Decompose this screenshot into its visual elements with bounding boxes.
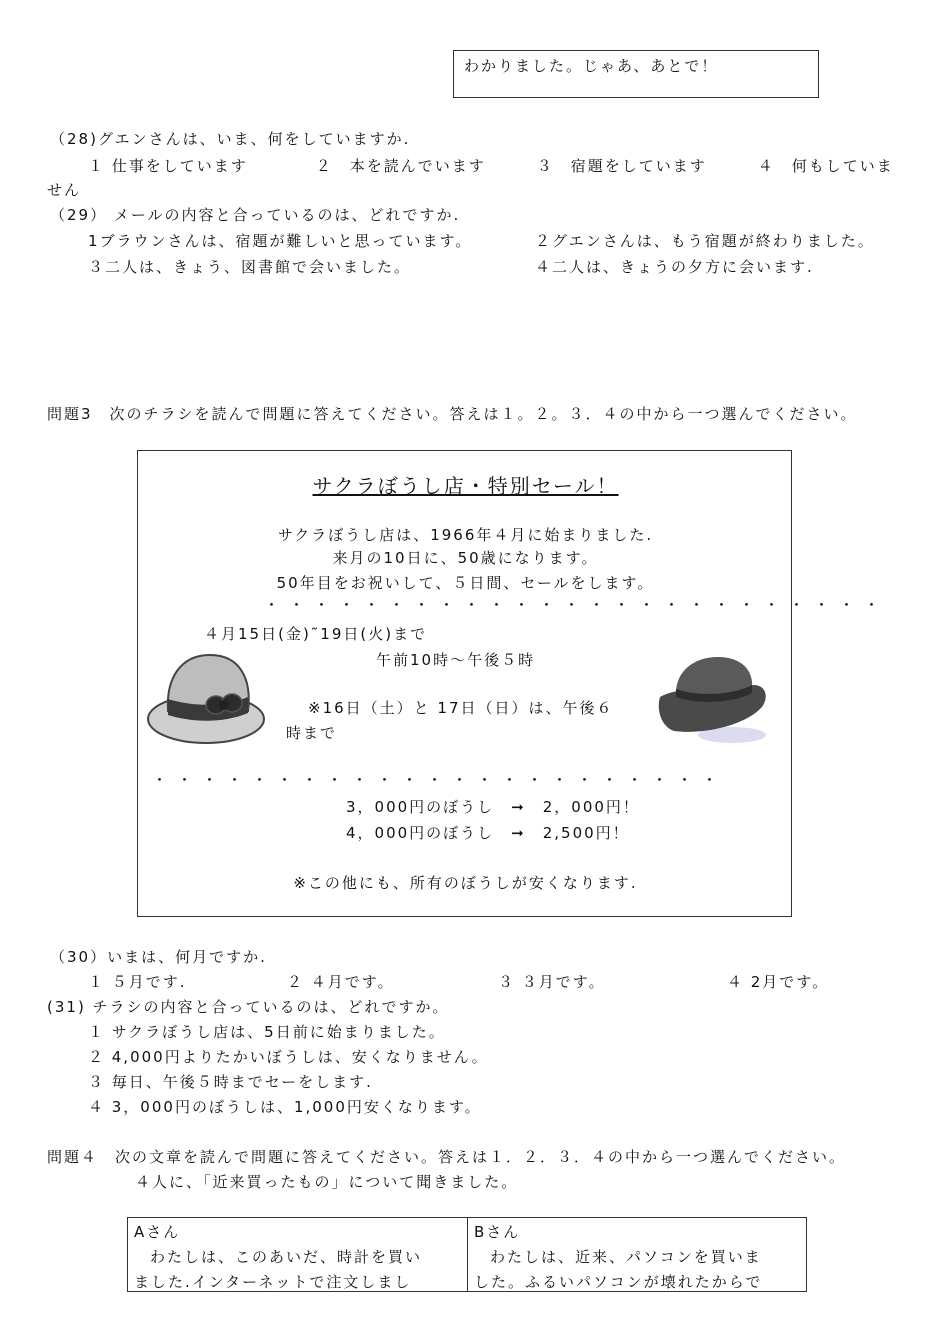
- q31-option-4: ４ 3，000円のぼうしは、1,000円安くなります。: [88, 1098, 482, 1116]
- q30-option-3: ３ ３月です。: [498, 973, 606, 991]
- sale-flyer: [137, 450, 890, 917]
- responses-table: [127, 1217, 807, 1292]
- q31-option-2: ２ 4,000円よりたかいぼうしは、安くなりません。: [88, 1048, 489, 1066]
- flyer-note-2: 時まで: [286, 724, 338, 742]
- flyer-title: サクラぼうし店・特別セール！: [312, 474, 619, 498]
- light-hat-with-bow-icon: [144, 649, 272, 749]
- mondai4-instruction: 問題４ 次の文章を読んで問題に答えてください。答えは１．２．３．４の中から一つ選んでください。: [47, 1148, 847, 1166]
- flyer-dots-1: ・・・・・・・・・・・・・・・・・・・・・・・・・: [264, 596, 890, 614]
- flyer-price-1: 3，000円のぼうし ➞ 2，000円！: [346, 798, 640, 816]
- flyer-line-1: サクラぼうし店は、1966年４月に始まりました.: [277, 526, 654, 544]
- q31-question: (31) チラシの内容と合っているのは、どれですか。: [47, 998, 450, 1016]
- flyer-line-3: 50年目をお祝いして、５日間、セールをします。: [276, 574, 655, 592]
- response-b-line-2: した。ふるいパソコンが壊れたからで: [474, 1273, 763, 1291]
- flyer-footer: ※この他にも、所有のぼうしが安くなります.: [293, 874, 638, 892]
- q31-option-1: １ サクラぼうし店は、5日前に始まりました。: [88, 1023, 446, 1041]
- dark-fedora-hat-icon: [654, 649, 774, 749]
- q30-question: （30）いまは、何月ですか.: [50, 948, 267, 966]
- q29-option-4: ４二人は、きょうの夕方に会います.: [535, 258, 814, 276]
- response-a-line-2: ました.インターネットで注文しまし: [134, 1273, 412, 1291]
- response-a-name: Aさん: [134, 1223, 181, 1241]
- q29-option-3: ３二人は、きょう、図書館で会いました。: [88, 258, 412, 276]
- q30-option-2: ２ ４月です。: [287, 973, 395, 991]
- q28-options: １ 仕事をしています ２ 本を読んでいます ３ 宿題をしています ４ 何もしていま: [88, 157, 894, 175]
- flyer-dots-2: ・・・・・・・・・・・・・・・・・・・・・・・: [152, 771, 728, 789]
- flyer-hours: 午前10時～午後５時: [376, 651, 536, 669]
- q29-option-1: 1ブラウンさんは、宿題が難しいと思っています。: [88, 232, 473, 250]
- q31-option-3: ３ 毎日、午後５時までセーをします.: [88, 1073, 373, 1091]
- response-a: [128, 1218, 467, 1291]
- flyer-dates: ４月15日(金)˜19日(火)まで: [204, 625, 428, 643]
- mondai3-instruction: 問題3 次のチラシを読んで問題に答えてください。答えは１。２。３．４の中から一つ選んでください。: [47, 405, 858, 423]
- mondai4-intro: ４人に、「近来買ったもの」について聞きました。: [135, 1173, 519, 1191]
- response-b-line-1: わたしは、近来、パソコンを買いま: [490, 1248, 762, 1266]
- flyer-price-2: 4，000円のぼうし ➞ 2,500円！: [346, 824, 630, 842]
- q29-option-2: ２グエンさんは、もう宿題が終わりました。: [535, 232, 875, 250]
- q29-question: （29） メールの内容と合っているのは、どれですか.: [50, 206, 461, 224]
- q28-options-wrap: せん: [47, 181, 82, 199]
- q30-option-1: １ ５月です.: [88, 973, 187, 991]
- dialogue-box: [453, 50, 819, 98]
- flyer-line-2: 来月の10日に、50歳になります。: [332, 549, 599, 567]
- q28-question: （28)グエンさんは、いま、何をしていますか.: [50, 130, 411, 148]
- response-a-line-1: わたしは、このあいだ、時計を買い: [150, 1248, 423, 1266]
- dialogue-text: わかりました。じゃあ、あとで！: [464, 57, 719, 75]
- flyer-note-1: ※16日（土）と 17日（日）は、午後６: [308, 699, 614, 717]
- response-b: [467, 1218, 806, 1291]
- q30-option-4: ４ 2月です。: [727, 973, 830, 991]
- response-b-name: Bさん: [474, 1223, 521, 1241]
